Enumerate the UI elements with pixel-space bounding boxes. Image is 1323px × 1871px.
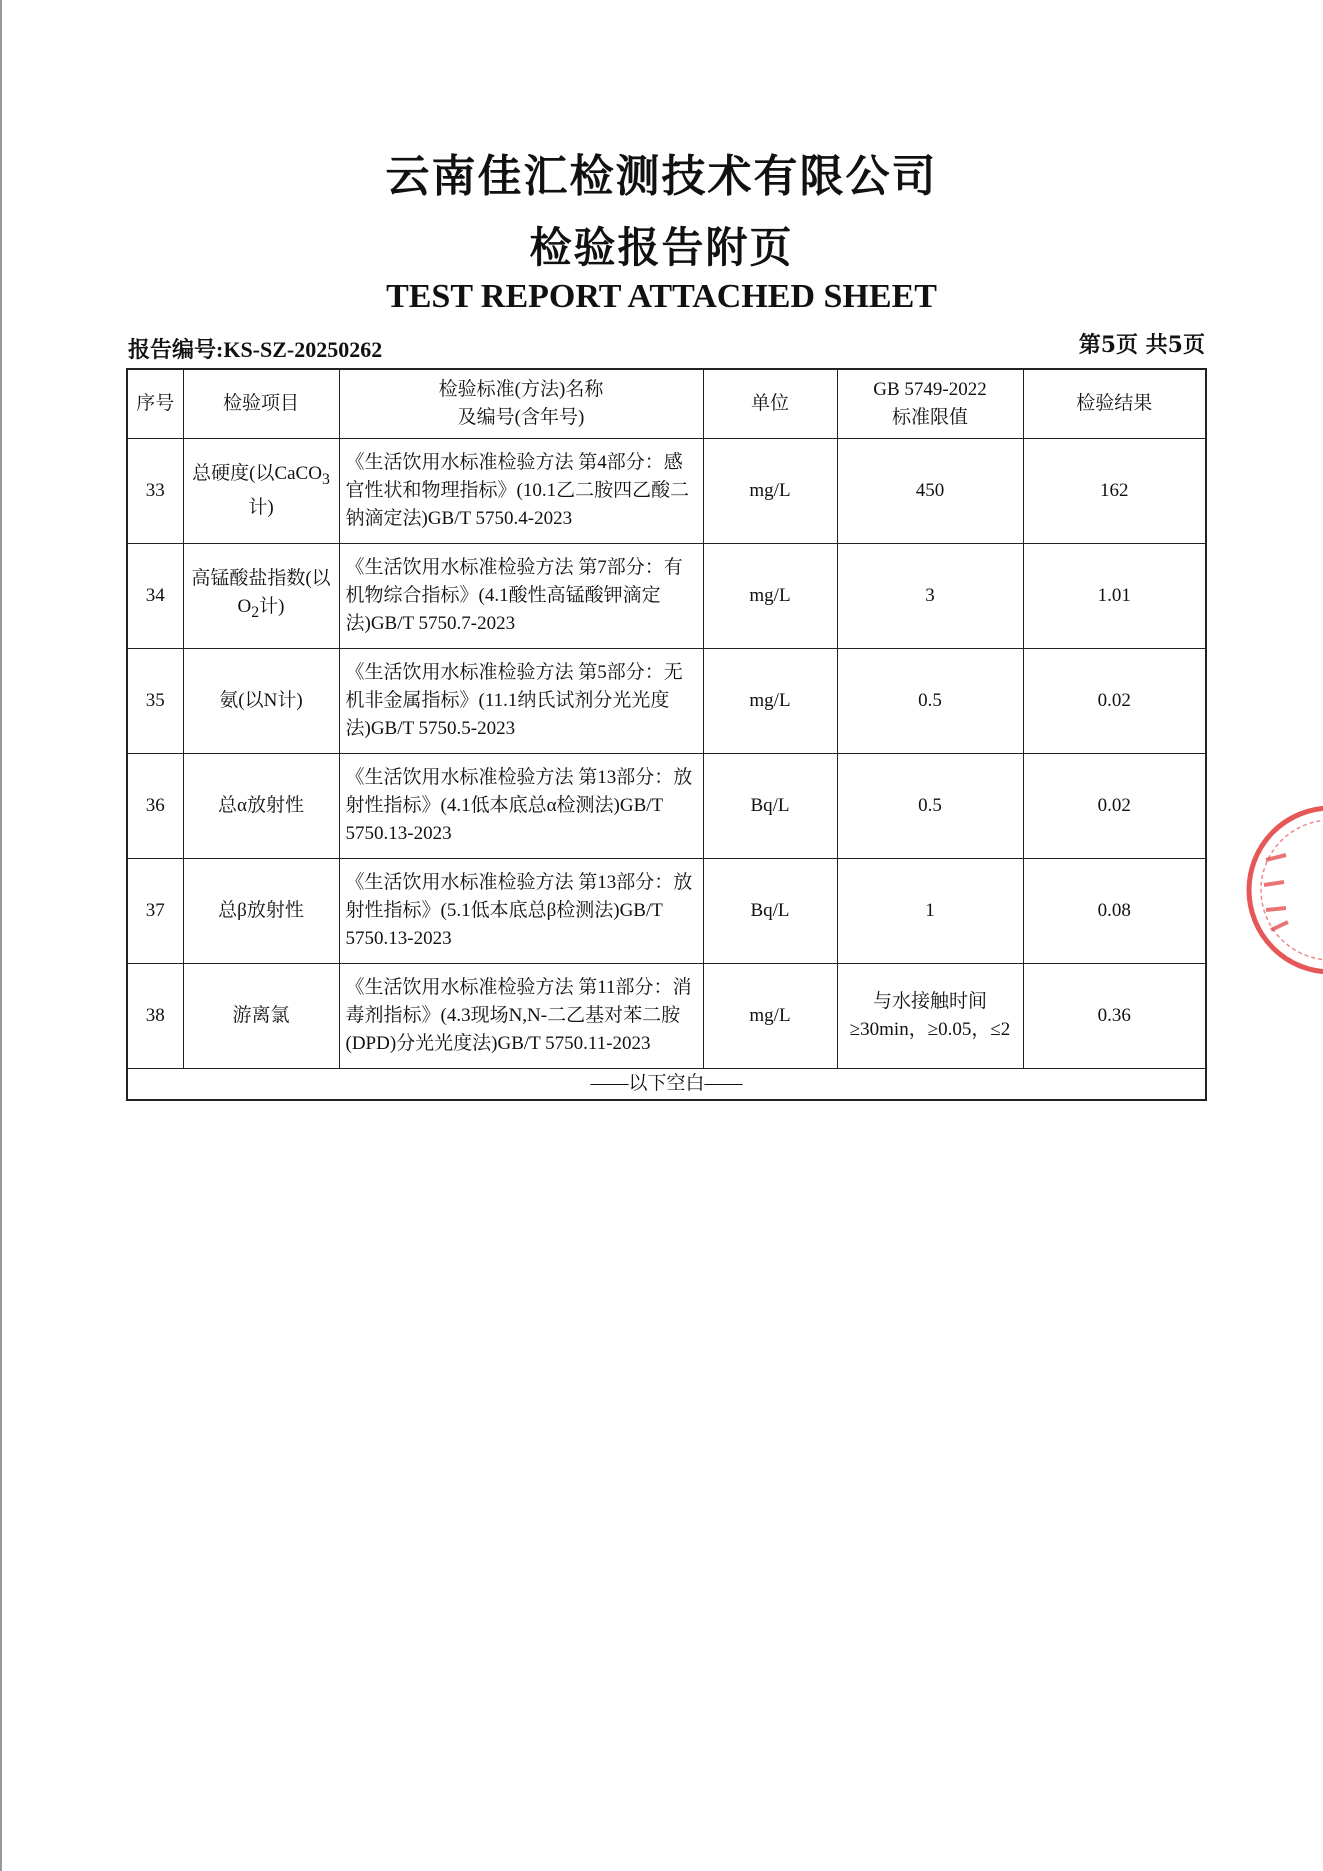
col-method [339, 369, 703, 439]
cell-limit: 1 [837, 859, 1023, 964]
col-method-line2: 及编号(含年号) [457, 407, 585, 428]
document-title: 检验报告附页 [529, 223, 794, 272]
cell-item: 氨(以N计) [183, 649, 339, 754]
page-info: 第5页 共5页 [1078, 332, 1205, 358]
cell-unit: mg/L [703, 964, 837, 1069]
cell-unit: Bq/L [703, 859, 837, 964]
cell-result: 0.08 [1023, 859, 1206, 964]
cell-method: 《生活饮用水标准检验方法 第7部分：有机物综合指标》(4.1酸性高锰酸钾滴定法)GB/T 5750.7-2023 [339, 544, 703, 649]
table-header-row [127, 369, 1206, 439]
col-limit [837, 369, 1023, 439]
cell-limit: 450 [837, 439, 1023, 544]
table-row [127, 544, 1206, 649]
blank-below-note: ——以下空白—— [127, 1069, 1206, 1101]
table-row [127, 649, 1206, 754]
cell-unit: mg/L [703, 439, 837, 544]
cell-item: 总β放射性 [183, 859, 339, 964]
cell-result: 0.02 [1023, 754, 1206, 859]
cell-seq: 38 [127, 964, 183, 1069]
col-seq: 序号 [127, 369, 183, 439]
cell-result: 162 [1023, 439, 1206, 544]
cell-seq: 36 [127, 754, 183, 859]
cell-unit: mg/L [703, 544, 837, 649]
cell-item [183, 544, 339, 649]
table-row [127, 859, 1206, 964]
cell-method: 《生活饮用水标准检验方法 第5部分：无机非金属指标》(11.1纳氏试剂分光光度法)GB/T 5750.5-2023 [339, 649, 703, 754]
cell-method: 《生活饮用水标准检验方法 第4部分：感官性状和物理指标》(10.1乙二胺四乙酸二钠滴定法)GB/T 5750.4-2023 [339, 439, 703, 544]
cell-method: 《生活饮用水标准检验方法 第11部分：消毒剂指标》(4.3现场N,N-二乙基对苯二胺(DPD)分光光度法)GB/T 5750.11-2023 [339, 964, 703, 1069]
cell-method: 《生活饮用水标准检验方法 第13部分：放射性指标》(4.1低本底总α检测法)GB/T 5750.13-2023 [339, 754, 703, 859]
results-table [126, 368, 1207, 1101]
table-row [127, 439, 1206, 544]
cell-limit: 3 [837, 544, 1023, 649]
cell-seq: 37 [127, 859, 183, 964]
red-seal-stamp-icon [1236, 790, 1323, 990]
cell-limit: 与水接触时间≥30min，≥0.05，≤2 [837, 964, 1023, 1069]
cell-seq: 35 [127, 649, 183, 754]
report-number: 报告编号:KS-SZ-20250262 [128, 337, 383, 362]
col-item: 检验项目 [183, 369, 339, 439]
company-name: 云南佳汇检测技术有限公司 [385, 151, 938, 202]
item-subscript: 3 [321, 470, 330, 488]
col-limit-line2: 标准限值 [891, 407, 968, 428]
item-suffix: 计) [248, 496, 274, 518]
cell-item [183, 439, 339, 544]
cell-seq: 33 [127, 439, 183, 544]
cell-method: 《生活饮用水标准检验方法 第13部分：放射性指标》(5.1低本底总β检测法)GB/T 5750.13-2023 [339, 859, 703, 964]
table-row [127, 754, 1206, 859]
table-row [127, 964, 1206, 1069]
item-subscript: 2 [251, 603, 260, 621]
item-suffix: 计) [259, 596, 285, 618]
cell-item: 总α放射性 [183, 754, 339, 859]
cell-limit: 0.5 [837, 649, 1023, 754]
cell-unit: mg/L [703, 649, 837, 754]
english-title: TEST REPORT ATTACHED SHEET [386, 278, 937, 315]
cell-item: 游离氯 [183, 964, 339, 1069]
cell-result: 0.36 [1023, 964, 1206, 1069]
item-text: 高锰酸盐指数(以O [191, 568, 331, 618]
col-result: 检验结果 [1023, 369, 1206, 439]
col-limit-line1: GB 5749-2022 [873, 379, 987, 400]
cell-unit: Bq/L [703, 754, 837, 859]
col-unit: 单位 [703, 369, 837, 439]
cell-limit: 0.5 [837, 754, 1023, 859]
cell-seq: 34 [127, 544, 183, 649]
cell-result: 0.02 [1023, 649, 1206, 754]
col-method-line1: 检验标准(方法)名称 [438, 379, 604, 400]
item-text: 总硬度(以CaCO [192, 463, 322, 485]
cell-result: 1.01 [1023, 544, 1206, 649]
table-footer-row [127, 1069, 1206, 1101]
